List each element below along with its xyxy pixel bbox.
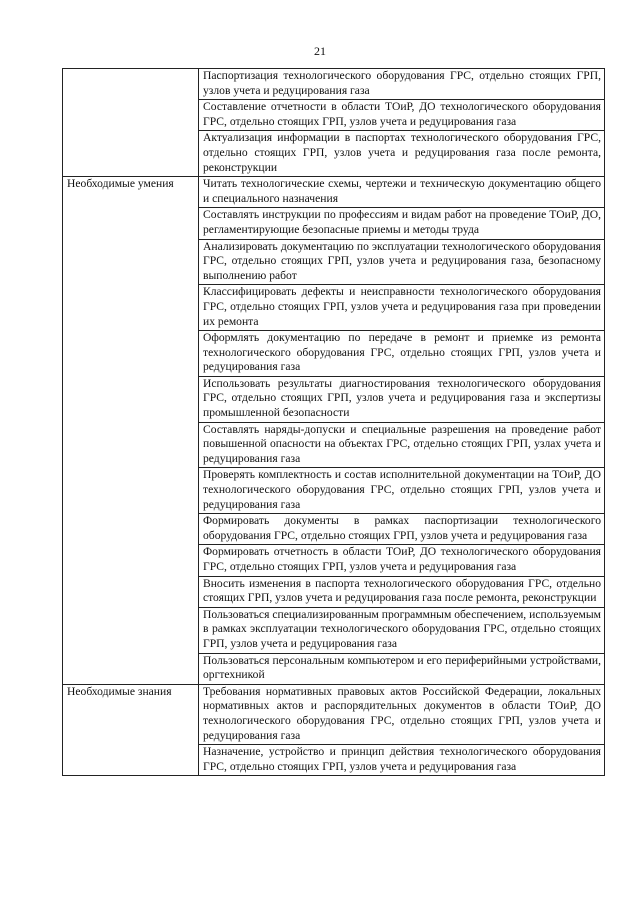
table-row bbox=[63, 69, 605, 100]
requirement-item: Использовать результаты диагностирования технологического оборудования ГРС, отдельно стоящих ГРП, узлов учета и редуцирования газа и экспертизы промышленной безопасности bbox=[199, 376, 605, 422]
section-label: Необходимые умения bbox=[63, 177, 199, 685]
requirement-item: Назначение, устройство и принцип действия технологического оборудования ГРС, отдельно стоящих ГРП, узлов учета и редуцирования газа bbox=[199, 745, 605, 776]
section-label bbox=[63, 69, 199, 177]
requirement-item: Оформлять документацию по передаче в ремонт и приемке из ремонта технологического оборудования ГРС, отдельно стоящих ГРП, узлов учета и редуцирования газа bbox=[199, 331, 605, 377]
competency-table-body bbox=[63, 69, 605, 776]
page-number: 21 bbox=[314, 44, 326, 58]
requirement-item: Формировать документы в рамках паспортизации технологического оборудования ГРС, отдельно стоящих ГРП, узлов учета и редуцирования газа bbox=[199, 514, 605, 545]
requirement-item: Читать технологические схемы, чертежи и техническую документацию общего и специального назначения bbox=[199, 177, 605, 208]
competency-table bbox=[62, 68, 605, 776]
table-row bbox=[63, 177, 605, 208]
requirement-item: Вносить изменения в паспорта технологического оборудования ГРС, отдельно стоящих ГРП, узлов учета и редуцирования газа после ремонта, реконструкции bbox=[199, 576, 605, 607]
requirement-item: Паспортизация технологического оборудования ГРС, отдельно стоящих ГРП, узлов учета и редуцирования газа bbox=[199, 69, 605, 100]
section-label: Необходимые знания bbox=[63, 684, 199, 776]
requirement-item: Составлять инструкции по профессиям и видам работ на проведение ТОиР, ДО, регламентирующие безопасные приемы и методы труда bbox=[199, 208, 605, 239]
requirement-item: Анализировать документацию по эксплуатации технологического оборудования ГРС, отдельно стоящих ГРП, узлов учета и редуцирования газа, безопасному выполнению работ bbox=[199, 239, 605, 285]
requirement-item: Пользоваться персональным компьютером и его периферийными устройствами, оргтехникой bbox=[199, 653, 605, 684]
table-row bbox=[63, 684, 605, 744]
requirement-item: Формировать отчетность в области ТОиР, ДО технологического оборудования ГРС, отдельно стоящих ГРП, узлов учета и редуцирования газа bbox=[199, 545, 605, 576]
requirement-item: Составлять наряды-допуски и специальные разрешения на проведение работ повышенной опасности на объектах ГРС, отдельно стоящих ГРП, узлах учета и редуцирования газа bbox=[199, 422, 605, 468]
requirement-item: Актуализация информации в паспортах технологического оборудования ГРС, отдельно стоящих ГРП, узлов учета и редуцирования газа после ремонта, реконструкции bbox=[199, 131, 605, 177]
requirement-item: Составление отчетности в области ТОиР, ДО технологического оборудования ГРС, отдельно стоящих ГРП, узлов учета и редуцирования газа bbox=[199, 100, 605, 131]
requirement-item: Проверять комплектность и состав исполнительной документации на ТОиР, ДО технологического оборудования ГРС, отдельно стоящих ГРП, узлов учета и редуцирования газа bbox=[199, 468, 605, 514]
requirement-item: Требования нормативных правовых актов Российской Федерации, локальных нормативных актов и распорядительных документов в области ТОиР, ДО технологического оборудования ГРС, отдельно стоящих ГРП, узлов учета и редуцирования газа bbox=[199, 684, 605, 744]
requirement-item: Пользоваться специализированным программным обеспечением, используемым в рамках эксплуатации технологического оборудования ГРС, отдельно стоящих ГРП, узлов учета и редуцирования газа bbox=[199, 607, 605, 653]
requirement-item: Классифицировать дефекты и неисправности технологического оборудования ГРС, отдельно стоящих ГРП, узлов учета и редуцирования газа при проведении их ремонта bbox=[199, 285, 605, 331]
